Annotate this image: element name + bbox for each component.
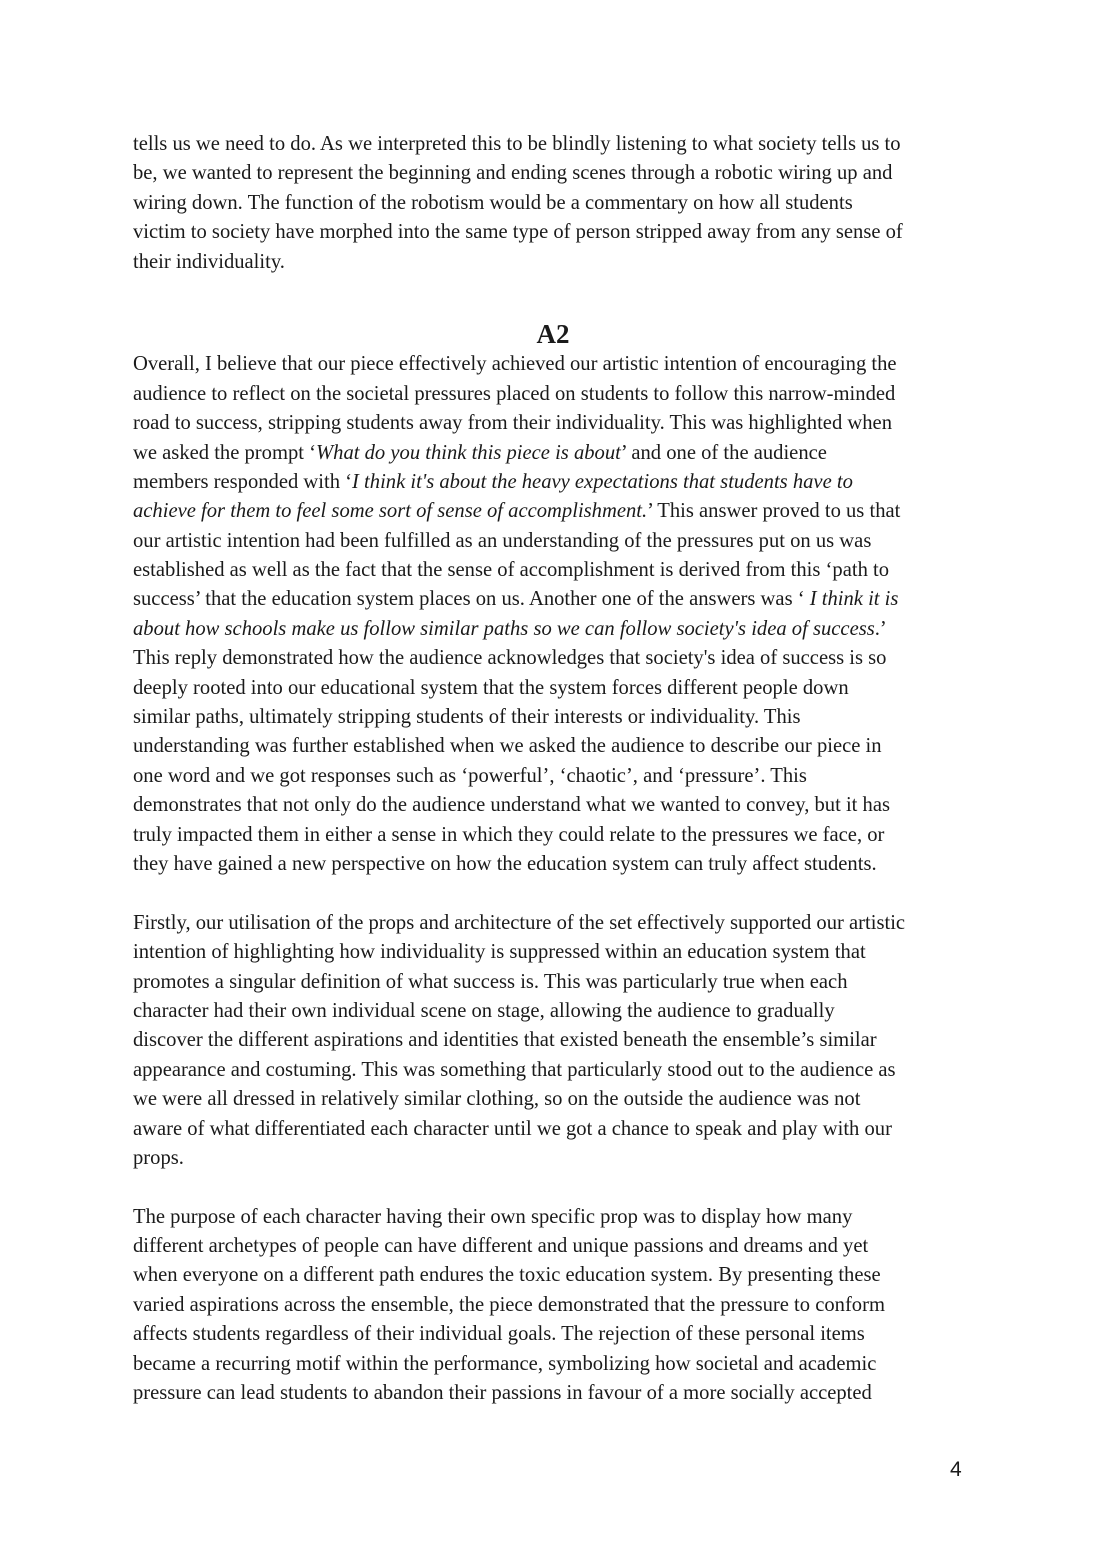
text-line: discover the different aspirations and identities that existed beneath the ensemble’s similar (133, 1029, 877, 1052)
document-body (133, 130, 973, 1408)
italic-quote: achieve for them to feel some sort of sense of accomplishment. (133, 500, 648, 523)
text-line: Firstly, our utilisation of the props and architecture of the set effectively supported our artistic (133, 911, 906, 934)
text-run: success’ that the education system places on us. Another one of the answers was ‘ (133, 588, 810, 611)
text-line: This reply demonstrated how the audience acknowledges that society's idea of success is so (133, 647, 887, 670)
text-line: established as well as the fact that the sense of accomplishment is derived from this ‘path to (133, 559, 890, 582)
text-line: victim to society have morphed into the same type of person stripped away from any sense of (133, 221, 903, 244)
props-paragraph (133, 909, 973, 1174)
page-number: 4 (950, 1458, 962, 1481)
text-line: varied aspirations across the ensemble, the piece demonstrated that the pressure to conform (133, 1293, 885, 1316)
text-run: members responded with ‘ (133, 470, 353, 493)
text-run: .’ (874, 617, 887, 640)
paragraph-spacer (133, 1173, 973, 1202)
text-line: pressure can lead students to abandon their passions in favour of a more socially accepted (133, 1382, 872, 1405)
text-line: truly impacted them in either a sense in which they could relate to the pressures we face, or (133, 823, 885, 846)
text-line: be, we wanted to represent the beginning and ending scenes through a robotic wiring up and (133, 162, 893, 185)
text-line: tells us we need to do. As we interpreted this to be blindly listening to what society tells us to (133, 133, 901, 155)
text-line: demonstrates that not only do the audience understand what we wanted to convey, but it has (133, 794, 891, 817)
text-line: The purpose of each character having their own specific prop was to display how many (133, 1205, 853, 1228)
text-line: understanding was further established when we asked the audience to describe our piece in (133, 735, 882, 758)
italic-quote: I think it is (809, 588, 899, 611)
text-line (133, 468, 973, 497)
text-line: wiring down. The function of the robotism would be a commentary on how all students (133, 191, 853, 214)
text-line (133, 585, 973, 614)
text-line: promotes a singular definition of what success is. This was particularly true when each (133, 970, 848, 993)
section-heading: A2 (536, 319, 570, 350)
text-run: ’ This answer proved to us that (647, 500, 901, 523)
text-line: audience to reflect on the societal pressures placed on students to follow this narrow-minded (133, 382, 896, 405)
italic-quote: about how schools make us follow similar paths so we can follow society's idea of success (133, 617, 875, 640)
text-line (133, 615, 973, 644)
intro-paragraph (133, 130, 973, 277)
text-line: road to success, stripping students away from their individuality. This was highlighted when (133, 412, 892, 435)
text-line: our artistic intention had been fulfilled as an understanding of the pressures put on us was (133, 529, 872, 552)
text-line: when everyone on a different path endures the toxic education system. By presenting these (133, 1264, 881, 1287)
italic-quote: I think it's about the heavy expectations that students have to (352, 470, 853, 493)
text-line: character had their own individual scene on stage, allowing the audience to gradually (133, 999, 835, 1022)
text-line (133, 439, 973, 468)
text-line: we were all dressed in relatively similar clothing, so on the outside the audience was not (133, 1088, 861, 1111)
a2-paragraph (133, 350, 973, 879)
text-run: ’ and one of the audience (620, 441, 827, 464)
text-line: they have gained a new perspective on how the education system can truly affect students. (133, 852, 877, 875)
text-line: props. (133, 1146, 184, 1169)
text-line: their individuality. (133, 250, 285, 273)
text-run: we asked the prompt ‘ (133, 441, 317, 464)
paragraph-spacer (133, 879, 973, 908)
text-line: deeply rooted into our educational system that the system forces different people down (133, 676, 849, 699)
text-line: appearance and costuming. This was something that particularly stood out to the audience as (133, 1058, 896, 1081)
purpose-paragraph (133, 1203, 973, 1409)
text-line: Overall, I believe that our piece effectively achieved our artistic intention of encouraging the (133, 353, 897, 376)
text-line: became a recurring motif within the performance, symbolizing how societal and academic (133, 1352, 877, 1375)
text-line: intention of highlighting how individuality is suppressed within an education system that (133, 941, 866, 964)
text-line: different archetypes of people can have different and unique passions and dreams and yet (133, 1235, 869, 1258)
italic-quote: What do you think this piece is about (316, 441, 621, 464)
text-line (133, 497, 973, 526)
text-line: aware of what differentiated each character until we got a chance to speak and play with our (133, 1117, 892, 1140)
text-line: affects students regardless of their individual goals. The rejection of these personal items (133, 1323, 865, 1346)
text-line: one word and we got responses such as ‘powerful’, ‘chaotic’, and ‘pressure’. This (133, 764, 807, 787)
paragraph-spacer (133, 277, 973, 306)
text-line: similar paths, ultimately stripping students of their interests or individuality. This (133, 706, 801, 729)
